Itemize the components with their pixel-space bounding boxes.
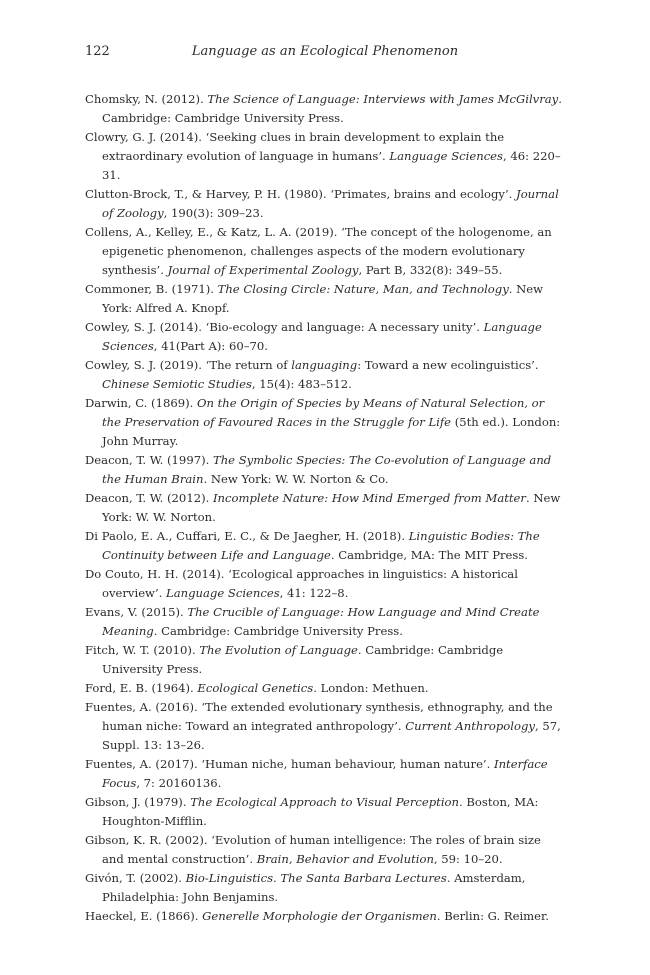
reference-text-segment: . Cambridge: Cambridge University Press. [102,643,504,676]
reference-title-segment: Language Sciences [166,586,280,600]
reference-text-segment: , 59: 10–20. [433,852,503,866]
reference-text-segment: Collens, A., Kelley, E., & Katz, L. A. (2019). ‘The concept of the hologenome, an epigenetic phenomenon, challenges aspects of the modern evolutionary synthesis’. [85,225,552,277]
reference-text-segment: Fuentes, A. (2017). ‘Human niche, human behaviour, human nature’. [85,757,494,771]
reference-text-segment: Fuentes, A. (2016). ‘The extended evolutionary synthesis, ethnography, and the human niche: Toward an integrated anthropology’. [85,700,553,733]
reference-title-segment: Generelle Morphologie der Organismen [202,909,437,923]
reference-text-segment: Deacon, T. W. (2012). [85,491,213,505]
reference-title-segment: The Closing Circle: Nature, Man, and Technology [217,282,509,296]
reference-text-segment: . Cambridge: Cambridge University Press. [153,624,403,638]
reference-entry [85,356,565,394]
reference-entry [85,603,565,641]
reference-text-segment: (5th ed.). London: John Murray. [102,415,561,448]
reference-text-segment: Cowley, S. J. (2014). ‘Bio-ecology and language: A necessary unity’. [85,320,484,334]
reference-text-segment: Ford, E. B. (1964). [85,681,198,695]
reference-entry [85,641,565,679]
reference-entry [85,565,565,603]
reference-text-segment: , Part B, 332(8): 349–55. [358,263,503,277]
reference-title-segment: Language Sciences [389,149,503,163]
reference-title-segment: Journal of Zoology [102,187,559,220]
reference-text-segment: . Boston, MA: Houghton-Mifflin. [102,795,539,828]
reference-title-segment: Incomplete Nature: How Mind Emerged from Matter [212,491,526,505]
reference-text-segment: . New York: W. W. Norton & Co. [203,472,389,486]
reference-title-segment: Bio-Linguistics. The Santa Barbara Lectures [185,871,447,885]
reference-text-segment: . New York: W. W. Norton. [102,491,561,524]
running-head [85,44,565,64]
reference-title-segment: Ecological Genetics [197,681,314,695]
reference-text-segment: Deacon, T. W. (1997). [85,453,213,467]
reference-entry [85,280,565,318]
reference-text-segment: , 46: 220–31. [102,149,561,182]
reference-entry [85,489,565,527]
reference-entry [85,793,565,831]
reference-title-segment: The Evolution of Language [199,643,358,657]
reference-text-segment: , 15(4): 483–512. [251,377,352,391]
reference-title-segment: languaging [291,358,358,372]
reference-text-segment: Chomsky, N. (2012). [85,92,208,106]
reference-title-segment: The Ecological Approach to Visual Perception [190,795,459,809]
reference-text-segment: Do Couto, H. H. (2014). ‘Ecological approaches in linguistics: A historical overview’. [85,567,518,600]
reference-text-segment: Cowley, S. J. (2019). ‘The return of [85,358,292,372]
reference-entry [85,223,565,280]
reference-text-segment: , 190(3): 309–23. [163,206,264,220]
reference-text-segment: Commoner, B. (1971). [85,282,218,296]
reference-title-segment: Linguistic Bodies: The Continuity between Life and Language [102,529,540,562]
reference-entry [85,128,565,185]
reference-list [85,90,565,926]
reference-entry [85,394,565,451]
reference-entry [85,755,565,793]
reference-text-segment: . Cambridge, MA: The MIT Press. [330,548,528,562]
reference-entry [85,318,565,356]
reference-title-segment: Current Anthropology [405,719,535,733]
reference-title-segment: On the Origin of Species by Means of Natural Selection, or the Preservation of Favoured Races in the Struggle for Life [102,396,545,429]
reference-title-segment: Interface Focus [102,757,548,790]
reference-text-segment: Givón, T. (2002). [85,871,186,885]
reference-text-segment: Clutton-Brock, T., & Harvey, P. H. (1980). ‘Primates, brains and ecology’. [85,187,517,201]
reference-title-segment: Language Sciences [102,320,542,353]
page-number: 122 [85,44,110,59]
reference-text-segment: Fitch, W. T. (2010). [85,643,200,657]
reference-text-segment: Di Paolo, E. A., Cuffari, E. C., & De Jaegher, H. (2018). [85,529,409,543]
reference-text-segment: Gibson, J. (1979). [85,795,191,809]
reference-text-segment: , 41: 122–8. [279,586,349,600]
reference-entry [85,527,565,565]
reference-entry [85,869,565,907]
reference-entry [85,679,565,698]
reference-text-segment: . Amsterdam, Philadelphia: John Benjamins. [102,871,526,904]
reference-title-segment: The Symbolic Species: The Co-evolution of Language and the Human Brain [102,453,552,486]
reference-text-segment: Evans, V. (2015). [85,605,188,619]
reference-text-segment: , 7: 20160136. [136,776,222,790]
reference-text-segment: , 57, Suppl. 13: 13–26. [102,719,561,752]
reference-entry [85,451,565,489]
running-title: Language as an Ecological Phenomenon [191,44,459,59]
reference-text-segment: , 41(Part A): 60–70. [153,339,268,353]
reference-entry [85,831,565,869]
reference-entry [85,698,565,755]
reference-title-segment: Brain, Behavior and Evolution [256,852,434,866]
reference-text-segment: . Berlin: G. Reimer. [436,909,549,923]
reference-title-segment: Journal of Experimental Zoology [167,263,359,277]
reference-title-segment: Chinese Semiotic Studies [102,377,252,391]
reference-text-segment: Clowry, G. J. (2014). ‘Seeking clues in brain development to explain the extraordinary evolution of language in humans’. [85,130,505,163]
reference-text-segment: Gibson, K. R. (2002). ‘Evolution of human intelligence: The roles of brain size and mental construction’. [85,833,541,866]
reference-title-segment: The Science of Language: Interviews with James McGilvray [207,92,559,106]
reference-text-segment: : Toward a new ecolinguistics’. [357,358,539,372]
reference-text-segment: . Cambridge: Cambridge University Press. [102,92,562,125]
reference-text-segment: Darwin, C. (1869). [85,396,197,410]
reference-entry [85,907,565,926]
reference-entry [85,185,565,223]
reference-title-segment: The Crucible of Language: How Language and Mind Create Meaning [102,605,540,638]
reference-text-segment: . London: Methuen. [313,681,429,695]
reference-entry [85,90,565,128]
reference-text-segment: . New York: Alfred A. Knopf. [102,282,544,315]
reference-text-segment: Haeckel, E. (1866). [85,909,203,923]
